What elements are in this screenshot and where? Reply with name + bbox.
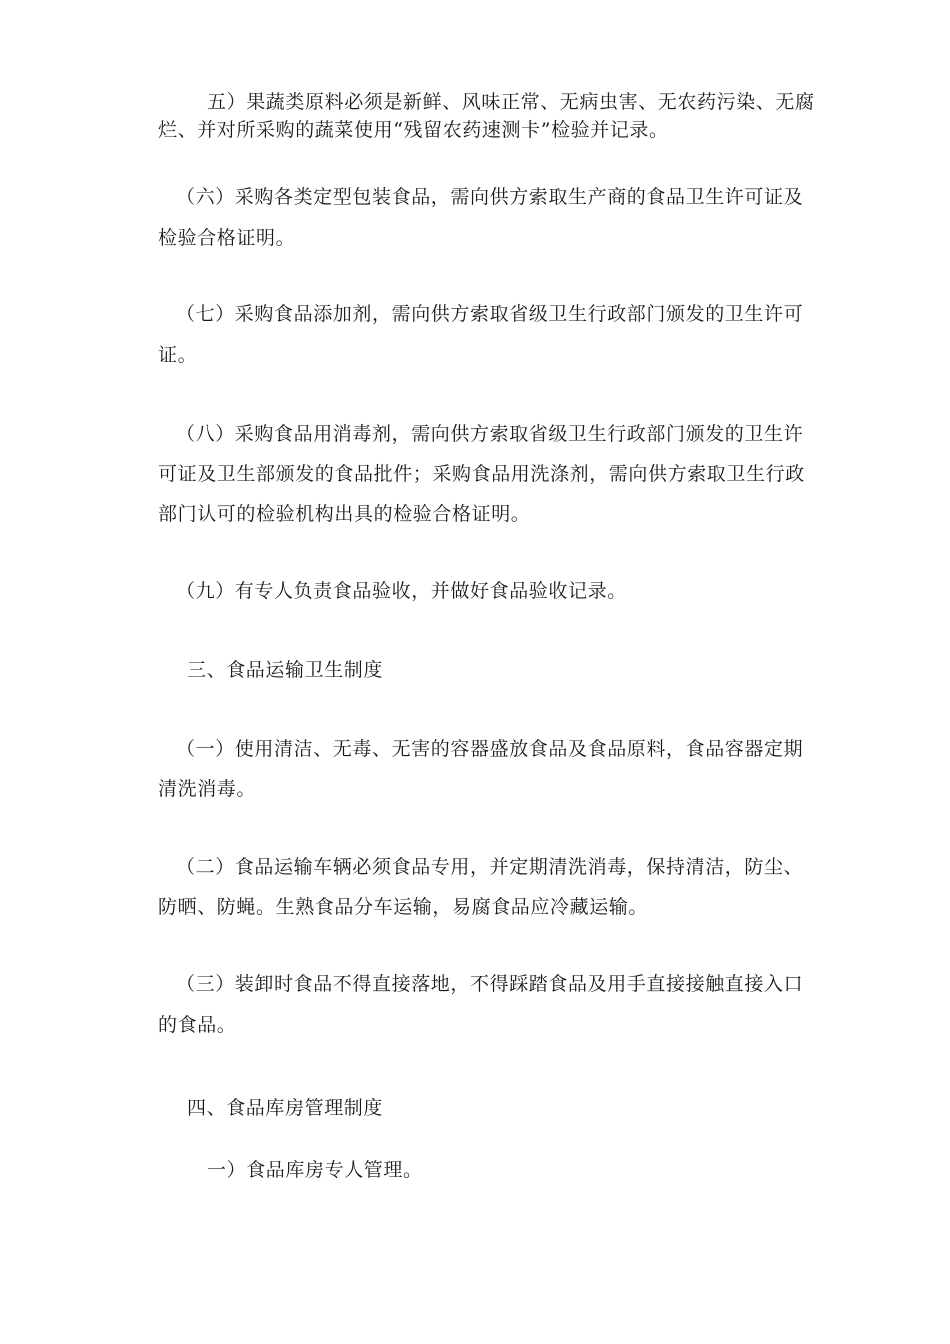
- section-heading: 三、食品运输卫生制度: [187, 659, 384, 681]
- paragraph-line: 清洗消毒。: [158, 778, 257, 800]
- paragraph-line: （二）食品运输车辆必须食品专用，并定期清洗消毒，保持清洁，防尘、: [176, 856, 804, 878]
- paragraph-line: 检验合格证明。: [158, 227, 296, 249]
- paragraph-line: 可证及卫生部颁发的食品批件；采购食品用洗涤剂，需向供方索取卫生行政: [158, 463, 805, 485]
- paragraph-line: 的食品。: [158, 1014, 237, 1036]
- paragraph-line: （三）装卸时食品不得直接落地，不得踩踏食品及用手直接接触直接入口: [176, 973, 804, 995]
- paragraph-line: （六）采购各类定型包装食品，需向供方索取生产商的食品卫生许可证及: [176, 186, 804, 208]
- paragraph-line: 烂、并对所采购的蔬菜使用“残留农药速测卡”检验并记录。: [158, 119, 669, 141]
- section-heading: 四、食品库房管理制度: [187, 1097, 384, 1119]
- paragraph-line: （八）采购食品用消毒剂，需向供方索取省级卫生行政部门颁发的卫生许: [176, 423, 804, 445]
- paragraph-line: （七）采购食品添加剂，需向供方索取省级卫生行政部门颁发的卫生许可: [176, 303, 804, 325]
- paragraph-line: 一）食品库房专人管理。: [207, 1159, 423, 1181]
- paragraph-line: 防晒、防蝇。生熟食品分车运输，易腐食品应冷藏运输。: [158, 896, 649, 918]
- paragraph-line: 五）果蔬类原料必须是新鲜、风味正常、无病虫害、无农药污染、无腐: [207, 91, 815, 113]
- paragraph-line: （九）有专人负责食品验收，并做好食品验收记录。: [176, 580, 627, 602]
- paragraph-line: 证。: [158, 344, 198, 366]
- paragraph-line: （一）使用清洁、无毒、无害的容器盛放食品及食品原料，食品容器定期: [176, 738, 804, 760]
- paragraph-line: 部门认可的检验机构出具的检验合格证明。: [158, 503, 531, 525]
